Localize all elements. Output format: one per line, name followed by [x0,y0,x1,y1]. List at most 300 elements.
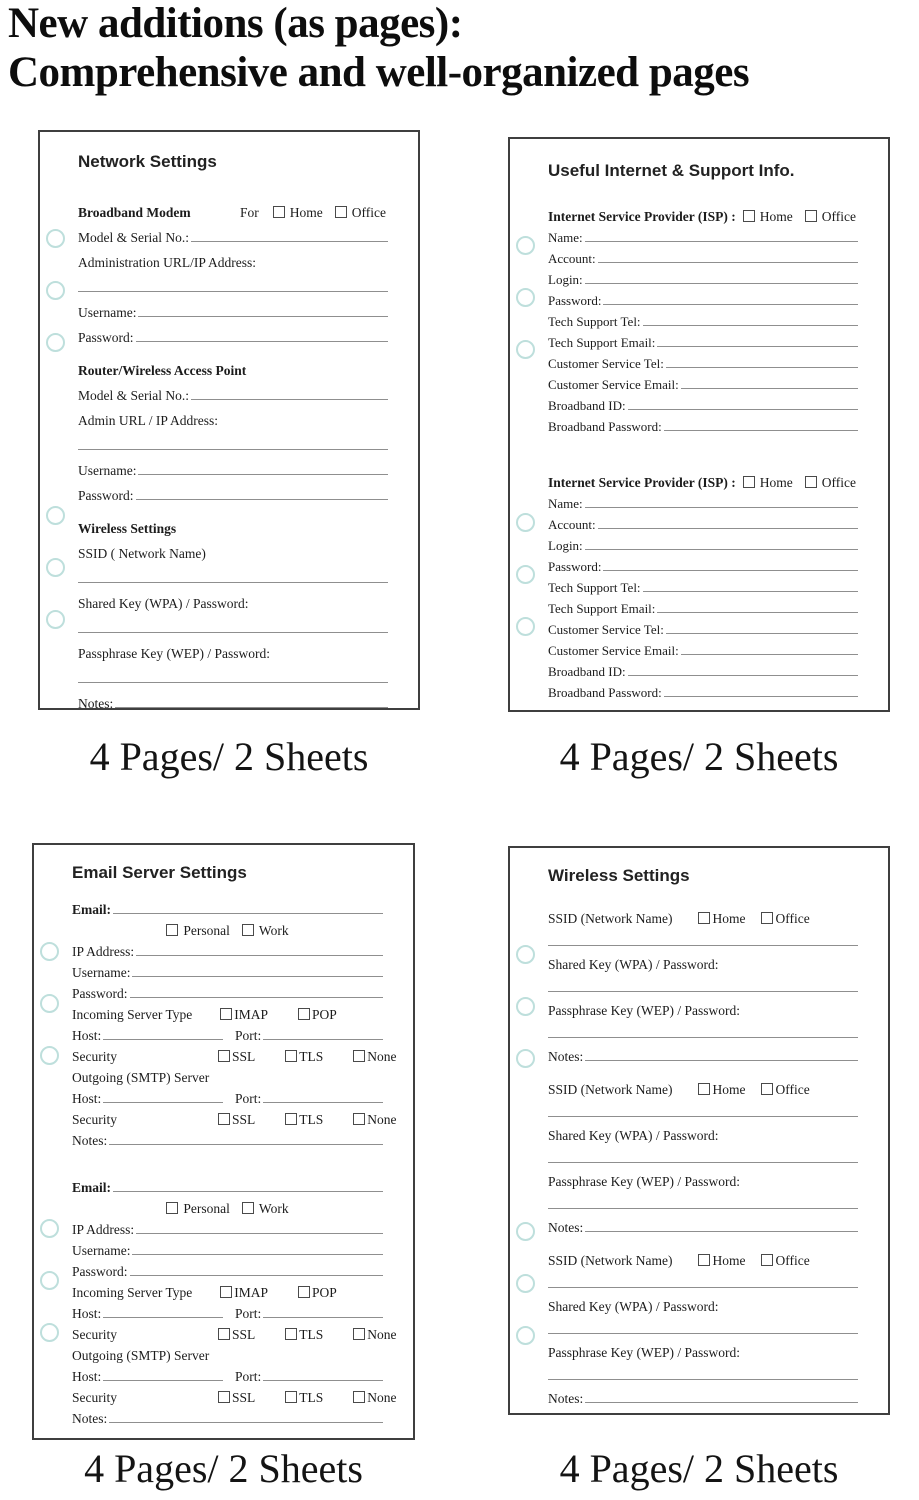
field-label: Password: [78,487,134,503]
field-label: Tech Support Tel: [548,580,641,595]
field-label: Notes: [72,1410,108,1426]
field-label: Outgoing (SMTP) Server [72,1069,210,1085]
form-field-row [548,328,858,349]
write-in-line [643,324,858,326]
write-in-line [263,1379,383,1381]
write-in-line-row [78,427,388,452]
checkbox-label: Work [258,922,289,938]
caption-email-server-settings: 4 Pages/ 2 Sheets [84,1446,363,1491]
checkbox-item [698,912,745,926]
checkbox-item [761,1083,809,1097]
section-subheading-row [78,186,388,219]
panel-body [78,186,388,710]
checkbox-label: Office [821,208,856,224]
section-subheading: Router/Wireless Access Point [78,362,247,378]
checkbox-group [166,924,288,938]
checkbox-item [273,206,323,220]
field-label: Security [72,1111,117,1127]
field-label: Tech Support Email: [548,335,656,350]
panel-heading: Useful Internet & Support Info. [548,161,795,180]
form-label-row [78,635,388,660]
spacer-row [548,1063,858,1073]
write-in-line [136,954,383,956]
checkbox-row [72,1042,397,1064]
checkbox-group [743,476,858,490]
checkbox-group [218,1050,397,1064]
checkbox-label: Office [775,1252,810,1268]
checkbox-label: Home [289,204,323,220]
write-in-line [138,473,388,475]
form-field-row [548,349,858,370]
panel-heading: Email Server Settings [72,863,247,882]
binder-hole-icon [46,610,65,629]
checkbox-icon [220,1008,232,1020]
write-in-line [130,996,383,998]
checkbox-item [298,1008,337,1022]
checkbox-group [218,1391,397,1405]
form-field-row [548,1382,858,1405]
write-in-line [109,1143,383,1145]
field-label: Broadband ID: [548,664,626,679]
checkbox-icon [698,1083,710,1095]
checkbox-label: IMAP [234,1284,269,1300]
checkbox-group [220,1008,337,1022]
panel-heading: Network Settings [78,152,217,171]
field-label: Port: [235,1027,262,1043]
binder-hole-icon [40,1219,59,1238]
form-field-row [72,1257,383,1278]
form-field-row [78,219,388,244]
checkbox-label: POP [312,1284,337,1300]
form-field-row [78,377,388,402]
checkbox-group-prefix: For [240,204,259,220]
write-in-line-row [78,660,388,685]
field-label: Incoming Server Type [72,1284,193,1300]
write-in-line [263,1038,383,1040]
field-label: Password: [78,329,134,345]
form-field-row [548,510,858,531]
field-label: Shared Key (WPA) / Password: [78,595,249,611]
binder-hole-icon [516,513,535,532]
field-label: Customer Service Tel: [548,356,664,371]
checkbox-label: TLS [299,1326,324,1342]
write-in-line [643,590,858,592]
checkbox-icon [761,912,773,924]
checkbox-icon [805,476,817,488]
write-in-line-row [548,1188,858,1211]
checkbox-icon [353,1050,365,1062]
field-label: Shared Key (WPA) / Password: [548,1298,719,1314]
checkbox-item [743,476,793,490]
field-label: SSID ( Network Name) [78,545,206,561]
write-in-line [191,240,388,242]
checkbox-group [166,1202,288,1216]
write-in-line [548,1207,858,1209]
spacer-row [548,433,858,463]
checkbox-item [353,1113,396,1127]
checkbox-label: Personal [183,1200,230,1216]
write-in-line [548,990,858,992]
checkbox-icon [805,210,817,222]
checkbox-label: Office [821,474,856,490]
binder-hole-icon [516,1326,535,1345]
field-label: Host: [72,1090,102,1106]
write-in-line [103,1101,223,1103]
checkbox-icon [273,206,285,218]
section-subheading-row [78,502,388,535]
write-in-line [78,631,388,633]
form-field-row [78,319,388,344]
title-line-1: New additions (as pages): [8,0,463,47]
field-label: Login: [548,538,583,553]
checkbox-icon [285,1391,297,1403]
checkbox-row [72,1383,397,1405]
field-label: Security [72,1389,117,1405]
write-in-line [664,429,858,431]
form-field-row [548,412,858,433]
field-label: Tech Support Tel: [548,314,641,329]
checkbox-icon [353,1391,365,1403]
checkbox-item [805,476,856,490]
checkbox-icon [242,924,254,936]
checkbox-group [220,1286,337,1300]
checkbox-item [218,1050,255,1064]
checkbox-icon [353,1328,365,1340]
write-in-line-row [548,971,858,994]
checkbox-icon [166,924,178,936]
checkbox-icon [285,1113,297,1125]
write-in-line [628,674,858,676]
field-label: Username: [72,964,131,980]
write-in-line [657,611,858,613]
caption-network-settings: 4 Pages/ 2 Sheets [89,734,369,779]
field-label: Customer Service Email: [548,377,679,392]
binder-hole-icon [40,1046,59,1065]
checkbox-item [166,924,230,938]
form-field-row [72,1126,383,1147]
field-label: Tech Support Email: [548,601,656,616]
field-label: Port: [235,1305,262,1321]
form-field-row [78,452,388,477]
field-label: Login: [548,272,583,287]
host-port-row [72,1362,383,1383]
checkbox-label: Home [759,474,793,490]
write-in-line [78,681,388,683]
checkbox-item [285,1391,323,1405]
form-label-row [548,1165,858,1188]
checkbox-group [743,210,858,224]
binder-hole-icon [516,565,535,584]
checkbox-label: Home [712,910,746,926]
checkbox-group [698,1083,809,1097]
form-field-row [78,685,388,710]
checkbox-row [72,1000,383,1021]
binder-hole-icon [40,942,59,961]
checkbox-group [218,1113,397,1127]
field-label: Shared Key (WPA) / Password: [548,956,719,972]
form-field-row [548,552,858,573]
checkbox-item [242,1202,289,1216]
checkbox-icon [761,1083,773,1095]
checkbox-label: None [367,1326,397,1342]
field-label: Administration URL/IP Address: [78,254,256,270]
checkbox-group [240,206,388,220]
write-in-line [138,315,388,317]
field-label: Passphrase Key (WEP) / Password: [548,1002,740,1018]
write-in-line-row [78,610,388,635]
checkbox-label: SSL [232,1048,256,1064]
form-field-row [548,594,858,615]
field-label: SSID (Network Name) [548,1252,673,1268]
checkbox-label: None [367,1389,397,1405]
binder-hole-icon [516,617,535,636]
checkbox-icon [335,206,347,218]
checkbox-icon [285,1328,297,1340]
checkbox-label: TLS [299,1111,324,1127]
checkbox-item [220,1286,268,1300]
checkbox-item [698,1254,745,1268]
form-field-row [548,244,858,265]
panel-heading: Wireless Settings [548,866,690,885]
checkbox-item [242,924,289,938]
spacer-row [72,1147,383,1173]
write-in-line [113,912,383,914]
write-in-line [263,1316,383,1318]
write-in-line [548,1378,858,1380]
field-label: Model & Serial No.: [78,229,189,245]
form-field-row [548,370,858,391]
field-label: Password: [72,985,128,1001]
binder-hole-icon [46,558,65,577]
write-in-line [585,240,858,242]
checkbox-item [285,1328,323,1342]
section-subheading-row [548,463,858,489]
binder-hole-icon [40,1323,59,1342]
form-label-row [548,1119,858,1142]
checkbox-label: Personal [183,922,230,938]
checkbox-row [72,1194,383,1215]
panel-body [548,197,858,699]
binder-hole-icon [516,1049,535,1068]
section-subheading: Wireless Settings [78,520,177,536]
form-field-row [548,265,858,286]
form-label-row [78,402,388,427]
checkbox-label: Home [759,208,793,224]
write-in-line [585,282,858,284]
checkbox-label: None [367,1048,397,1064]
write-in-line [136,1232,383,1234]
field-label: Customer Service Email: [548,643,679,658]
field-label: Name: [548,230,583,245]
field-label: Passphrase Key (WEP) / Password: [548,1173,740,1189]
field-label: SSID (Network Name) [548,1081,673,1097]
write-in-line [136,340,388,342]
write-in-line-row [548,925,858,948]
form-field-row [548,391,858,412]
checkbox-item [805,210,856,224]
form-label-row [78,535,388,560]
field-label: Host: [72,1027,102,1043]
binder-hole-icon [46,281,65,300]
write-in-line [548,1115,858,1117]
field-label: Password: [72,1263,128,1279]
checkbox-icon [743,210,755,222]
field-label: Security [72,1048,117,1064]
checkbox-icon [218,1050,230,1062]
write-in-line [585,506,858,508]
binder-hole-icon [46,506,65,525]
checkbox-item [761,1254,809,1268]
field-label: Security [72,1326,117,1342]
write-in-line [548,944,858,946]
checkbox-icon [698,912,710,924]
checkbox-icon [353,1113,365,1125]
form-label-row [548,1290,858,1313]
form-field-row [548,1211,858,1234]
field-label: Notes: [548,1390,584,1406]
checkbox-row [72,916,383,937]
form-field-row [72,979,383,1000]
field-label: IP Address: [72,943,135,959]
checkbox-label: TLS [299,1048,324,1064]
field-label: Password: [548,559,602,574]
checkbox-label: Home [712,1081,746,1097]
form-field-row [72,1236,383,1257]
checkbox-item [285,1113,323,1127]
field-label: Broadband ID: [548,398,626,413]
panel-body [548,902,858,1405]
write-in-line [681,653,858,655]
binder-hole-icon [516,340,535,359]
form-label-row [548,1336,858,1359]
checkbox-group [218,1328,397,1342]
field-label: Host: [72,1368,102,1384]
write-in-line-row [548,1142,858,1165]
write-in-line [548,1332,858,1334]
checkbox-icon [218,1113,230,1125]
form-label-row [78,244,388,269]
checkbox-icon [218,1328,230,1340]
binder-hole-icon [46,333,65,352]
field-label: Email: [72,1179,111,1195]
form-field-row [78,477,388,502]
checkbox-label: Work [258,1200,289,1216]
panel-useful-internet-support-info [508,137,890,712]
binder-hole-icon [516,1222,535,1241]
write-in-line [603,569,858,571]
form-label-row [78,585,388,610]
checkbox-label: TLS [299,1389,324,1405]
checkbox-icon [298,1286,310,1298]
section-subheading: Internet Service Provider (ISP) : [548,208,736,224]
binder-hole-icon [46,229,65,248]
write-in-line [585,1401,858,1403]
checkbox-icon [220,1286,232,1298]
binder-hole-icon [516,236,535,255]
field-label: Host: [72,1305,102,1321]
field-label: SSID (Network Name) [548,910,673,926]
form-field-row [548,489,858,510]
checkbox-label: POP [312,1006,337,1022]
write-in-line [657,345,858,347]
form-field-row [72,1173,383,1194]
field-label: Notes: [72,1132,108,1148]
section-subheading-row [548,197,858,223]
write-in-line [132,1253,383,1255]
write-in-line [603,303,858,305]
form-field-row [548,307,858,328]
field-label: Notes: [548,1048,584,1064]
checkbox-item [298,1286,337,1300]
write-in-line [666,632,858,634]
checkbox-item [743,210,793,224]
checkbox-icon [761,1254,773,1266]
field-label: Outgoing (SMTP) Server [72,1347,210,1363]
write-in-line [78,290,388,292]
write-in-line [103,1038,223,1040]
checkbox-group [698,912,809,926]
write-in-line-row [548,1267,858,1290]
form-field-row [72,895,383,916]
host-port-row [72,1299,383,1320]
form-field-row [548,573,858,594]
write-in-line [585,1059,858,1061]
write-in-line [78,581,388,583]
binder-hole-icon [516,288,535,307]
checkbox-icon [698,1254,710,1266]
checkbox-item [285,1050,323,1064]
field-label: Notes: [548,1219,584,1235]
checkbox-item [353,1391,396,1405]
checkbox-icon [298,1008,310,1020]
title-line-2: Comprehensive and well-organized pages [8,48,750,96]
section-subheading-row [78,344,388,377]
write-in-line [103,1379,223,1381]
write-in-line-row [78,560,388,585]
checkbox-item [166,1202,230,1216]
field-label: Model & Serial No.: [78,387,189,403]
field-label: Email: [72,901,111,917]
write-in-line [191,398,388,400]
write-in-line [103,1316,223,1318]
checkbox-label: Office [775,1081,810,1097]
form-field-row [548,636,858,657]
checkbox-item [761,912,809,926]
form-field-row [78,294,388,319]
form-label-row [72,1341,383,1362]
host-port-row [72,1084,383,1105]
field-label: Broadband Password: [548,419,662,434]
write-in-line [548,1161,858,1163]
panel-email-server-settings [32,843,415,1440]
write-in-line [666,366,858,368]
checkbox-item [698,1083,745,1097]
field-label: Passphrase Key (WEP) / Password: [78,645,270,661]
binder-hole-icon [40,994,59,1013]
write-in-line-row [548,1096,858,1119]
form-field-row [548,615,858,636]
caption-useful-internet-support-info: 4 Pages/ 2 Sheets [559,734,839,779]
write-in-line [115,706,388,708]
form-field-row [548,1040,858,1063]
form-field-row [548,531,858,552]
form-field-row [72,937,383,958]
caption-wireless-settings: 4 Pages/ 2 Sheets [559,1446,839,1491]
checkbox-label: SSL [232,1111,256,1127]
write-in-line-row [548,1359,858,1382]
write-in-line-row [548,1017,858,1040]
form-field-row [548,286,858,307]
